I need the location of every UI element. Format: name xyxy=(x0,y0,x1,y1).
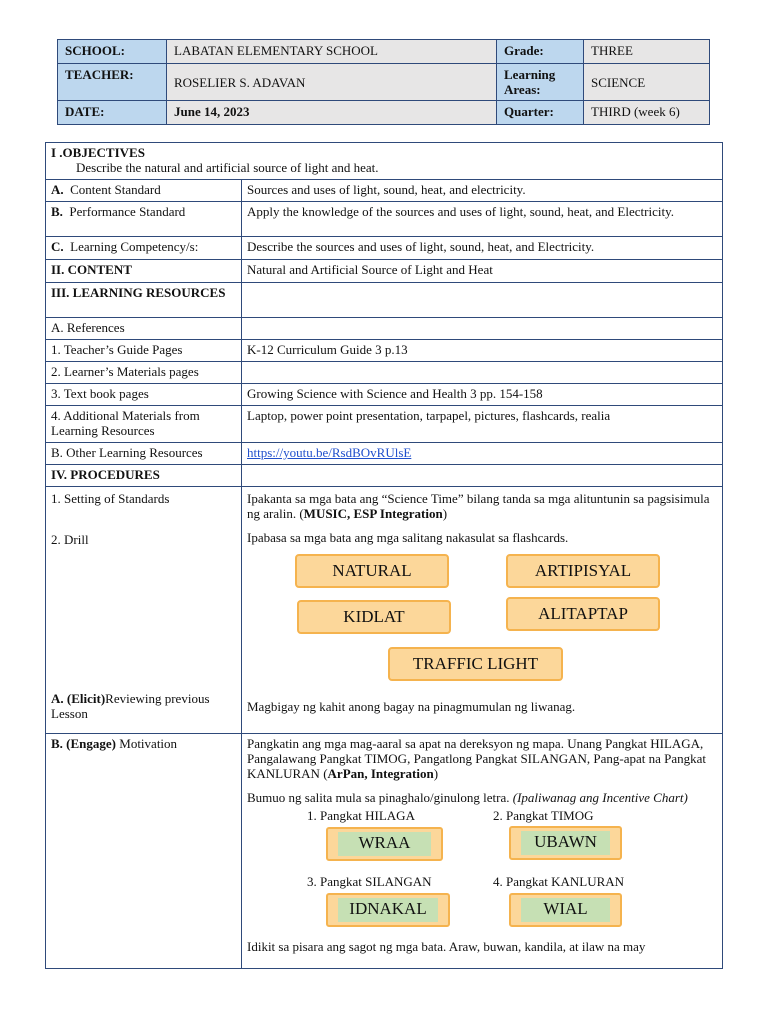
learners-materials-label: 2. Learner’s Materials pages xyxy=(46,362,242,384)
other-resources-row xyxy=(46,443,723,465)
content-row xyxy=(46,260,723,283)
additional-materials-row xyxy=(46,406,723,443)
team-hilaga-label: 1. Pangkat HILAGA xyxy=(307,808,415,823)
team-silangan-label: 3. Pangkat SILANGAN xyxy=(307,874,432,889)
standards-text-span: Ipakanta sa mga bata ang “Science Time” bilang tanda sa mga alituntunin sa pagsisimula ng aralin. ( xyxy=(247,491,710,521)
performance-standard-letter: B. xyxy=(51,204,63,219)
references-empty-cell xyxy=(242,318,723,340)
other-resources-label: B. Other Learning Resources xyxy=(46,443,242,465)
procedures-empty-cell xyxy=(242,465,723,487)
performance-standard-row xyxy=(46,202,723,237)
team-silangan-box xyxy=(326,893,450,927)
engage-end: ) xyxy=(433,766,439,781)
flashcard-artipisyal: ARTIPISYAL xyxy=(506,554,660,588)
engage-bold: (Engage) xyxy=(66,736,117,751)
teachers-guide-value: K-12 Curriculum Guide 3 p.13 xyxy=(242,340,723,362)
engage-letter: B. xyxy=(51,736,63,751)
standards-bold: MUSIC, ESP Integration xyxy=(303,506,443,521)
team-timog-box xyxy=(509,826,622,860)
quarter-label: Quarter: xyxy=(497,101,584,125)
content-standard-letter: A. xyxy=(51,182,64,197)
school-label: SCHOOL: xyxy=(58,40,167,64)
procedures-row xyxy=(46,465,723,487)
performance-standard-label: Performance Standard xyxy=(69,204,186,219)
drill-label: 2. Drill xyxy=(51,532,89,547)
grade-value: THREE xyxy=(584,40,710,64)
teacher-value: ROSELIER S. ADAVAN xyxy=(167,64,497,101)
learners-materials-value xyxy=(242,362,723,384)
objectives-text: Describe the natural and artificial source of light and heat. xyxy=(76,160,379,175)
team-kanluran-label: 4. Pangkat KANLURAN xyxy=(493,874,625,889)
setting-standards-label: 1. Setting of Standards xyxy=(51,491,170,506)
objectives-row xyxy=(46,143,723,180)
performance-standard-value: Apply the knowledge of the sources and uses of light, sound, heat, and Electricity. xyxy=(242,202,723,237)
additional-materials-label: 4. Additional Materials from Learning Resources xyxy=(46,406,242,443)
team-kanluran-word: WIAL xyxy=(521,898,610,922)
flashcard-kidlat: KIDLAT xyxy=(297,600,451,634)
team-hilaga-word: WRAA xyxy=(338,832,431,856)
engage-text xyxy=(247,736,717,781)
references-row xyxy=(46,318,723,340)
final-text: Idikit sa pisara ang sagot ng mga bata. Araw, buwan, kandila, at ilaw na may xyxy=(247,939,646,954)
flashcard-alitaptap: ALITAPTAP xyxy=(506,597,660,631)
competency-label: Learning Competency/s: xyxy=(70,239,199,254)
learning-areas-value: SCIENCE xyxy=(584,64,710,101)
date-value: June 14, 2023 xyxy=(167,101,497,125)
resources-empty-cell xyxy=(242,283,723,318)
jumble-text xyxy=(247,790,717,805)
team-timog-word: UBAWN xyxy=(521,831,610,855)
teacher-label: TEACHER: xyxy=(58,64,167,101)
standards-end: ) xyxy=(442,506,448,521)
competency-letter: C. xyxy=(51,239,64,254)
content-standard-label: Content Standard xyxy=(70,182,161,197)
elicit-text: Magbigay ng kahit anong bagay na pinagmumulan ng liwanag. xyxy=(247,699,576,714)
learning-areas-label: Learning Areas: xyxy=(497,64,584,101)
school-value: LABATAN ELEMENTARY SCHOOL xyxy=(167,40,497,64)
textbook-label: 3. Text book pages xyxy=(46,384,242,406)
engage-text-span: Pangkatin ang mga mag-aaral sa apat na dereksyon ng mapa. Unang Pangkat HILAGA, Pangalawang Pangkat TIMOG, Pangatlong Pangkat SILANGAN, Pang-apat na Pangkat KANLURAN ( xyxy=(247,736,707,781)
resources-row xyxy=(46,283,723,318)
drill-text: Ipabasa sa mga bata ang mga salitang nakasulat sa flashcards. xyxy=(247,530,569,545)
learners-materials-row xyxy=(46,362,723,384)
team-hilaga-box xyxy=(326,827,443,861)
team-kanluran-box xyxy=(509,893,622,927)
textbook-row xyxy=(46,384,723,406)
team-silangan-word: IDNAKAL xyxy=(338,898,438,922)
flashcard-natural: NATURAL xyxy=(295,554,449,588)
references-label: A. References xyxy=(46,318,242,340)
procedures-heading: IV. PROCEDURES xyxy=(46,465,242,487)
lesson-plan-table xyxy=(45,142,723,969)
team-timog-label: 2. Pangkat TIMOG xyxy=(493,808,594,823)
content-value: Natural and Artificial Source of Light and Heat xyxy=(242,260,723,283)
engage-rest: Motivation xyxy=(116,736,178,751)
engage-bold2: ArPan, Integration xyxy=(327,766,434,781)
textbook-value: Growing Science with Science and Health 3 pp. 154-158 xyxy=(242,384,723,406)
competency-value: Describe the sources and uses of light, sound, heat, and Electricity. xyxy=(242,237,723,260)
content-standard-row xyxy=(46,180,723,202)
content-standard-value: Sources and uses of light, sound, heat, and electricity. xyxy=(242,180,723,202)
team-jumble-group xyxy=(247,805,717,943)
procedures-body-row xyxy=(46,487,723,734)
header-table xyxy=(57,39,710,125)
quarter-value: THIRD (week 6) xyxy=(584,101,710,125)
teachers-guide-row xyxy=(46,340,723,362)
engage-row xyxy=(46,734,723,969)
jumble-text-span: Bumuo ng salita mula sa pinaghalo/ginulong letra. xyxy=(247,790,513,805)
teachers-guide-label: 1. Teacher’s Guide Pages xyxy=(46,340,242,362)
competency-row xyxy=(46,237,723,260)
flashcard-group xyxy=(247,545,717,679)
flashcard-traffic-light: TRAFFIC LIGHT xyxy=(388,647,563,681)
objectives-heading: I .OBJECTIVES xyxy=(51,145,145,160)
elicit-bold: (Elicit) xyxy=(66,691,106,706)
resources-heading: III. LEARNING RESOURCES xyxy=(46,283,242,318)
youtube-link[interactable]: https://youtu.be/RsdBOvRUlsE xyxy=(247,445,412,460)
grade-label: Grade: xyxy=(497,40,584,64)
elicit-label xyxy=(51,691,241,721)
elicit-rest: Reviewing previous Lesson xyxy=(51,691,210,721)
setting-standards-text xyxy=(247,491,717,521)
content-heading: II. CONTENT xyxy=(46,260,242,283)
jumble-italic: (Ipaliwanag ang Incentive Chart) xyxy=(512,790,688,805)
date-label: DATE: xyxy=(58,101,167,125)
elicit-letter: A. xyxy=(51,691,64,706)
additional-materials-value: Laptop, power point presentation, tarpapel, pictures, flashcards, realia xyxy=(242,406,723,443)
